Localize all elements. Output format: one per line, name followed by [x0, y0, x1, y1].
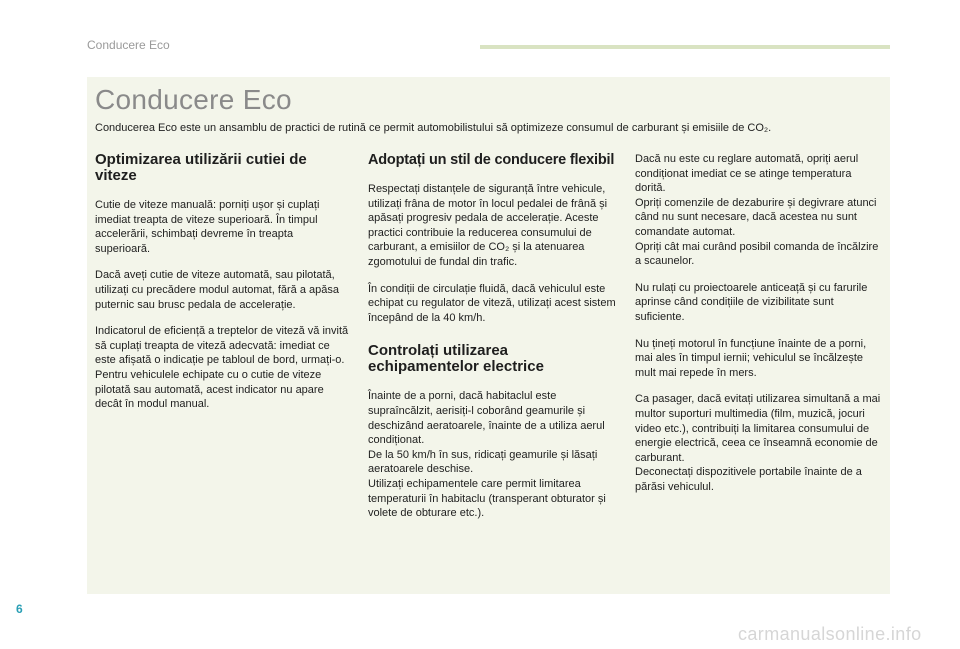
paragraph: Indicatorul de eficiență a treptelor de viteză vă invită să cuplați treapta de viteză adecvată: imediat ce este afișată o indicație pe tabloul de bord, urmați-o. Pentru vehiculele echipate cu o cutie de viteze pilotată sau automată, acest indicator nu apare decât în modul manual. — [95, 325, 349, 411]
intro-text: Conducerea Eco este un ansamblu de practici de rutină ce permit automobilistului să optimizeze consumul de carburant și emisiile de CO₂. — [95, 122, 772, 134]
page-title: Conducere Eco — [95, 84, 292, 115]
paragraph: Ca pasager, dacă evitați utilizarea simultană a mai multor suporturi multimedia (film, muzică, jocuri video etc.), contribuiți la limitarea consumului de energie electrică, ceea ce înseamnă economie de carburant. Deconectați dispozitivele portabile înainte de a părăsi vehiculul. — [635, 393, 881, 493]
paragraph: Înainte de a porni, dacă habitaclul este supraîncălzit, aerisiți-l coborând geamurile și deschizând aeratoarele, înainte de a utiliza aerul condiționat. De la 50 km/h în sus, ridicați geamurile și lăsați aeratoarele deschise. Utilizați echipamentele care permit limitarea temperaturii în habitaclu (transperant obturator și volete de obturare etc.). — [368, 390, 606, 520]
watermark: carmanualsonline.info — [738, 624, 922, 644]
running-header: Conducere Eco — [87, 38, 170, 52]
section-heading-electrical: Controlați utilizarea echipamentelor electrice — [368, 342, 544, 376]
paragraph: Nu țineți motorul în funcțiune înainte de a porni, mai ales în timpul iernii; vehiculul se încălzește mult mai repede în mers. — [635, 337, 867, 379]
column-3 — [635, 152, 885, 506]
column-2 — [368, 152, 618, 533]
paragraph: Nu rulați cu proiectoarele anticeață și cu farurile aprinse când condițiile de vizibilitate sunt suficiente. — [635, 281, 868, 323]
column-1 — [95, 152, 350, 424]
header-divider — [480, 45, 890, 49]
paragraph: Cutie de viteze manuală: porniți ușor și cuplați imediat treapta de viteze superioară. În timpul accelerării, schimbați devreme în treapta superioară. — [95, 199, 320, 255]
paragraph: Respectați distanțele de siguranță între vehicule, utilizați frâna de motor în locul pedalei de frână și apăsați progresiv pedala de accelerație. Aceste practici contribuie la reducerea consumului de carburant, a emisiilor de CO₂ și la atenuarea zgomotului de fundal din trafic. — [368, 183, 608, 268]
section-heading-driving-style: Adoptați un stil de conducere flexibil — [368, 152, 615, 168]
page-number: 6 — [16, 602, 23, 616]
paragraph: În condiții de circulație fluidă, dacă vehiculul este echipat cu regulator de viteză, utilizați acest sistem începând de la 40 km/h. — [368, 282, 616, 324]
paragraph: Dacă nu este cu reglare automată, opriți aerul condiționat imediat ce se atinge temperatura dorită. Opriți comenzile de dezaburire și degivrare atunci când nu sunt necesare, dacă acestea nu sunt comandate automat. Opriți cât mai curând posibil comanda de încălzire a scaunelor. — [635, 153, 879, 268]
section-heading-gearbox: Optimizarea utilizării cutiei de viteze — [95, 151, 307, 184]
paragraph: Dacă aveți cutie de viteze automată, sau pilotată, utilizați cu precădere modul automat, fără a apăsa puternic sau brusc pedala de accelerație. — [95, 269, 339, 311]
